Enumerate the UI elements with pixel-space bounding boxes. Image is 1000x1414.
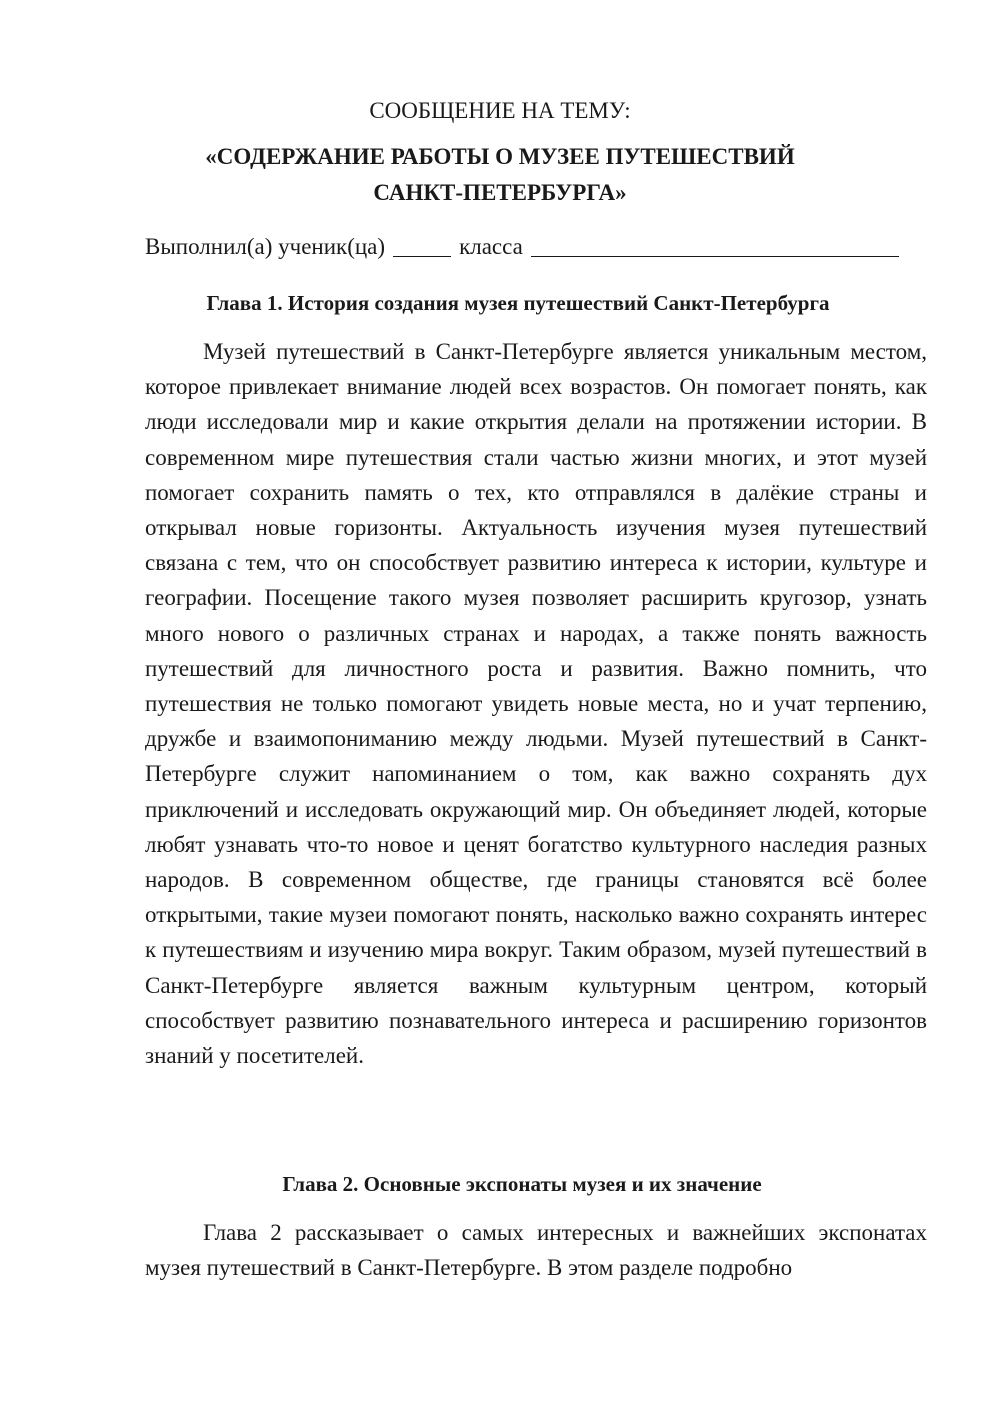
chapter-1-paragraph: Музей путешествий в Санкт-Петербурге является уникальным местом, которое привлекает внимание людей всех возрастов. Он помогает понять, как люди исследовали мир и какие открытия делали на протяжении истории. В современном мире путешествия стали частью жизни многих, и этот музей помогает сохранить память о тех, кто отправлялся в далёкие страны и открывал новые горизонты. Актуальность изучения музея путешествий связана с тем, что он способствует развитию интереса к истории, культуре и географии. Посещение такого музея позволяет расширить кругозор, узнать много нового о различных странах и народах, а также понять важность путешествий для личностного роста и развития. Важно помнить, что путешествия не только помогают увидеть новые места, но и учат терпению, дружбе и взаимопониманию между людьми. Музей путешествий в Санкт-Петербурге служит напоминанием о том, как важно сохранять дух приключений и исследовать окружающий мир. Он объединяет людей, которые любят узнавать что-то новое и ценят богатство культурного наследия разных народов. В современном обществе, где границы становятся всё более открытыми, такие музеи помогают понять, насколько важно сохранять интерес к путешествиям и изучению мира вокруг. Таким образом, музей путешествий в Санкт-Петербурге является важным культурным центром, который способствует развитию познавательного интереса и расширению горизонтов знаний у посетителей. <box>145 339 927 1069</box>
document-title-line-3: САНКТ-ПЕТЕРБУРГА» <box>373 180 627 205</box>
author-name-blank <box>531 236 899 257</box>
chapter-2-heading: Глава 2. Основные экспонаты музея и их значение <box>282 1172 762 1196</box>
chapter-2-paragraph: Глава 2 рассказывает о самых интересных и важнейших экспонатах музея путешествий в Санкт-Петербурге. В этом разделе подробно <box>145 1220 927 1281</box>
chapter-1-heading: Глава 1. История создания музея путешествий Санкт-Петербурга <box>206 291 830 315</box>
document-title-line-2: «СОДЕРЖАНИЕ РАБОТЫ О МУЗЕЕ ПУТЕШЕСТВИЙ <box>205 144 795 169</box>
document-title-line-1: СООБЩЕНИЕ НА ТЕМУ: <box>369 98 631 123</box>
class-number-blank <box>393 236 451 257</box>
author-prefix-label: Выполнил(а) ученик(ца) <box>145 234 386 259</box>
class-label: класса <box>459 234 523 259</box>
author-line <box>145 232 899 262</box>
